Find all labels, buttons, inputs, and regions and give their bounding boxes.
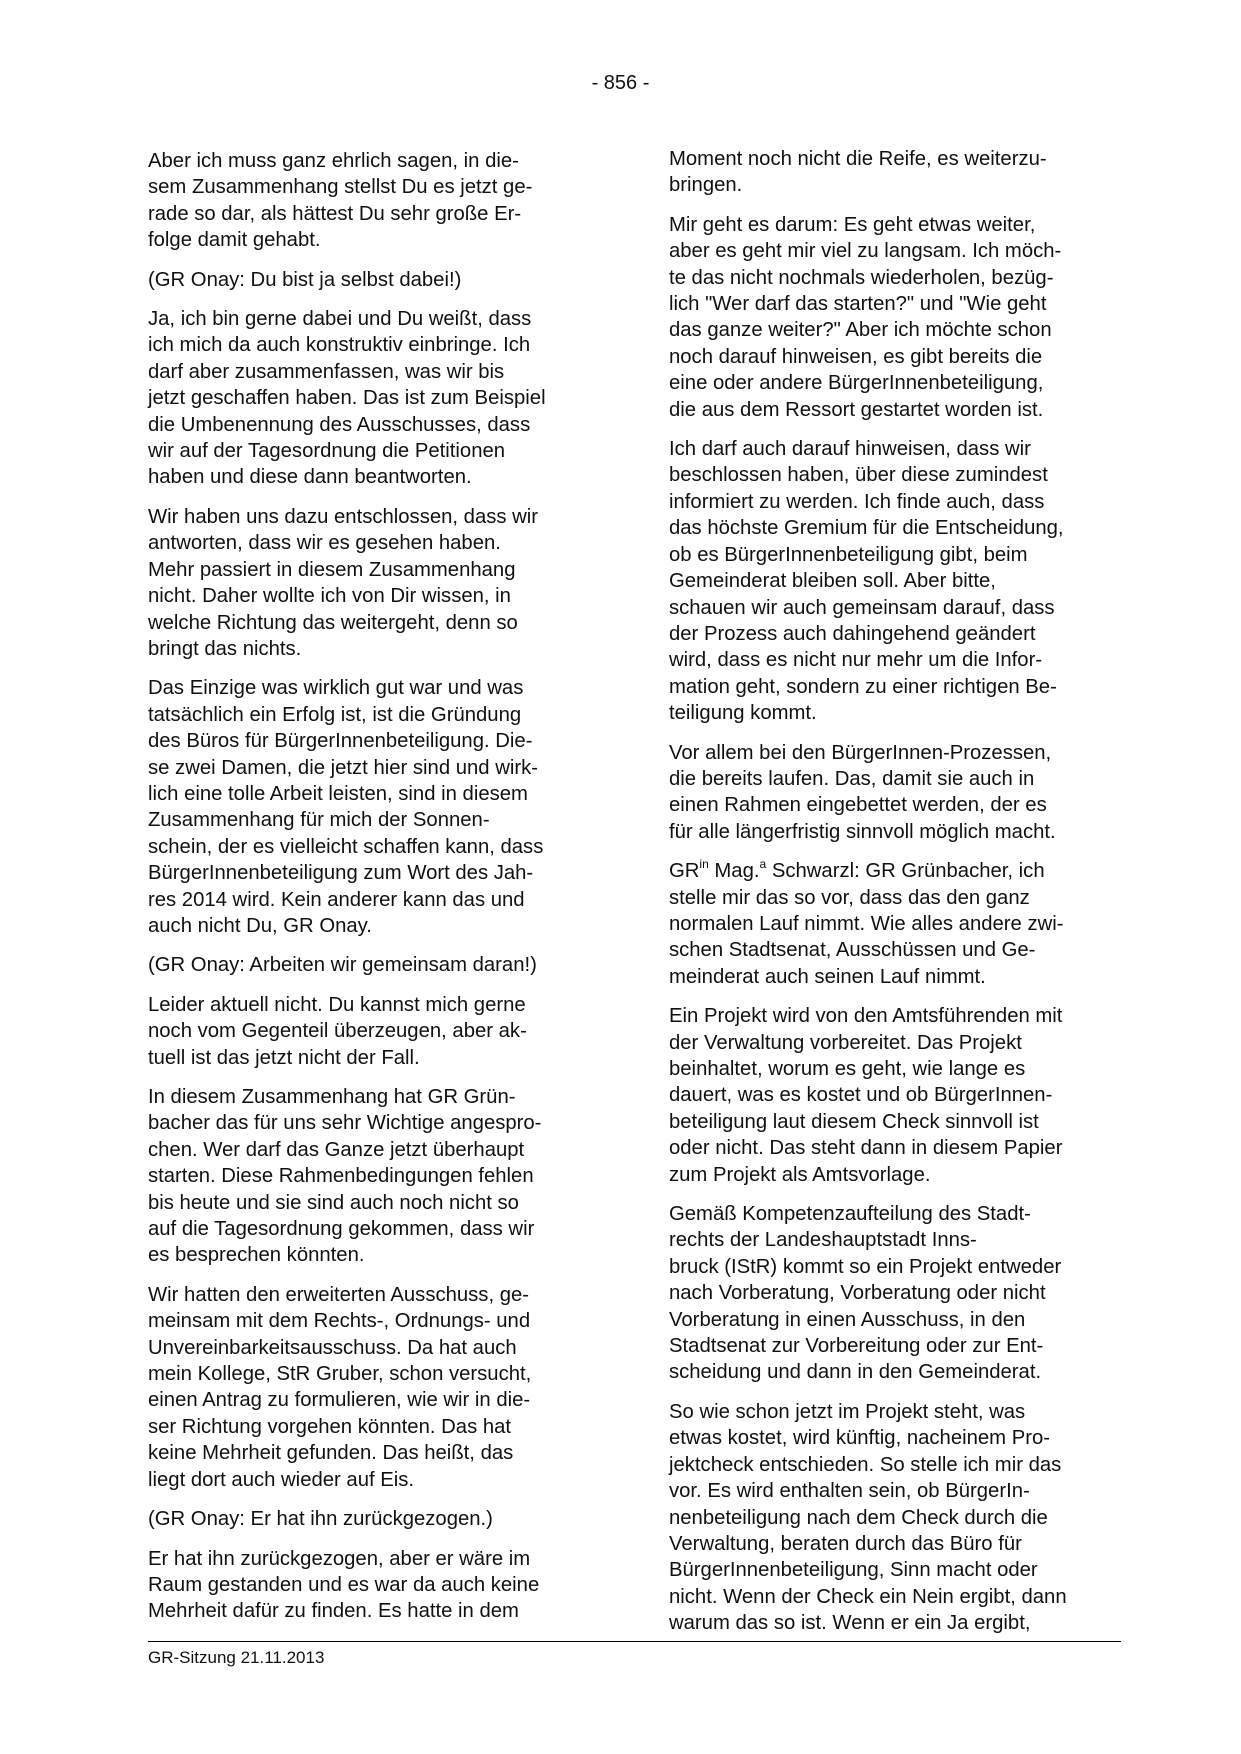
footer-divider [148, 1641, 1121, 1642]
paragraph: Aber ich muss ganz ehrlich sagen, in die- sem Zusammenhang stellst Du es jetzt ge- rade so dar, als hättest Du sehr große Er- folge damit gehabt. [148, 150, 533, 252]
speaker-degree-suffix: a [759, 857, 767, 872]
paragraph: Ein Projekt wird von den Amtsführenden mit der Verwaltung vorbereitet. Das Projekt beinhaltet, worum es geht, wie lange es dauert, was es kostet und ob BürgerInnen- beteiligung laut diesem Check sinnvoll ist oder nicht. Das steht dann in diesem Papier zum Projekt als Amtsvorlage. [669, 1005, 1063, 1186]
paragraph: Er hat ihn zurückgezogen, aber er wäre im Raum gestanden und es war da auch keine Mehrheit dafür zu finden. Es hatte in dem [148, 1547, 540, 1623]
paragraph: Wir hatten den erweiterten Ausschuss, ge- meinsam mit dem Rechts-, Ordnungs- und Unvereinbarkeitsausschuss. Da hat auch mein Kollege, StR Gruber, schon versucht, einen Antrag zu formulieren, wie wir in die- ser Richtung vorgehen könnten. Das hat keine Mehrheit gefunden. Das heißt, das liegt dort auch wieder auf Eis. [148, 1283, 532, 1491]
speaker-title: GR [669, 860, 700, 883]
paragraph: Ja, ich bin gerne dabei und Du weißt, dass ich mich da auch konstruktiv einbringe. Ich darf aber zusammenfassen, was wir bis jetzt geschaffen haben. Das ist zum Beispiel die Umbenennung des Ausschusses, dass wir auf der Tagesordnung die Petitionen haben und diese dann beantworten. [148, 308, 546, 489]
left-column [148, 148, 600, 1638]
paragraph: Ich darf auch darauf hinweisen, dass wir beschlossen haben, über diese zumindest informiert zu werden. Ich finde auch, dass das höchste Gremium für die Entscheidung, ob es BürgerInnenbeteiligung gibt, beim Gemeinderat bleiben soll. Aber bitte, schauen wir auch gemeinsam darauf, dass der Prozess auch dahingehend geändert wird, dass es nicht nur mehr um die Infor- mation geht, sondern zu einer richtigen Be- teiligung kommt. [669, 438, 1064, 725]
page-number: - 856 - [591, 72, 650, 94]
interjection: (GR Onay: Er hat ihn zurückgezogen.) [148, 1508, 493, 1531]
paragraph: Mir geht es darum: Es geht etwas weiter, aber es geht mir viel zu langsam. Ich möch- te das nicht nochmals wiederholen, bezüg- lich "Wer darf das starten?" und "Wie geht das ganze weiter?" Aber ich möchte schon noch darauf hinweisen, es gibt bereits die eine oder andere BürgerInnenbeteiligung, die aus dem Ressort gestartet worden ist. [669, 213, 1062, 421]
paragraph: Wir haben uns dazu entschlossen, dass wir antworten, dass wir es gesehen haben. Mehr passiert in diesem Zusammenhang nicht. Daher wollte ich von Dir wissen, in welche Richtung das weitergeht, denn so bringt das nichts. [148, 505, 539, 660]
speaker-title-suffix: in [699, 857, 709, 872]
paragraph: Das Einzige was wirklich gut war und was tatsächlich ein Erfolg ist, ist die Gründung des Büros für BürgerInnenbeteiligung. Die- se zwei Damen, die jetzt hier sind und wirk- lich eine tolle Arbeit leisten, sind in diesem Zusammenhang für mich der Sonnen- schein, der es vielleicht schaffen kann, dass BürgerInnenbeteiligung zum Wort des Jah- res 2014 wird. Kein anderer kann das und auch nicht Du, GR Onay. [148, 677, 544, 937]
footer-session-date: GR-Sitzung 21.11.2013 [148, 1648, 325, 1667]
paragraph: Leider aktuell nicht. Du kannst mich gerne noch vom Gegenteil überzeugen, aber ak- tuell ist das jetzt nicht der Fall. [148, 993, 527, 1069]
speaker-paragraph [669, 858, 1121, 990]
paragraph: So wie schon jetzt im Projekt steht, was etwas kostet, wird künftig, nacheinem Pro- jektcheck entschieden. So stelle ich mir das vor. Es wird enthalten sein, ob BürgerIn- nenbeteiligung nach dem Check durch die Verwaltung, beraten durch das Büro für BürgerInnenbeteiligung, Sinn macht oder nicht. Wenn der Check ein Nein ergibt, dann warum das so ist. Wenn er ein Ja ergibt, [669, 1400, 1067, 1635]
paragraph: In diesem Zusammenhang hat GR Grün- bacher das für uns sehr Wichtige angespro- chen. Wer darf das Ganze jetzt überhaupt starten. Diese Rahmenbedingungen fehlen bis heute und sie sind auch noch nicht so auf die Tagesordnung gekommen, dass wir es besprechen könnten. [148, 1086, 542, 1267]
paragraph: Vor allem bei den BürgerInnen-Prozessen, die bereits laufen. Das, damit sie auch in einen Rahmen eingebettet werden, der es für alle längerfristig sinnvoll möglich macht. [669, 741, 1056, 843]
interjection: (GR Onay: Du bist ja selbst dabei!) [148, 268, 462, 291]
speaker-degree: Mag. [708, 860, 760, 883]
interjection: (GR Onay: Arbeiten wir gemeinsam daran!) [148, 954, 537, 977]
right-column [669, 148, 1121, 1650]
paragraph: Gemäß Kompetenzaufteilung des Stadt- rechts der Landeshauptstadt Inns- bruck (IStR) kommt so ein Projekt entweder nach Vorberatung, Vorberatung oder nicht Vorberatung in einen Ausschuss, in den Stadtsenat zur Vorbereitung oder zur Ent- scheidung und dann in den Gemeinderat. [669, 1203, 1062, 1384]
speaker-text: Schwarzl: GR Grünbacher, ich stelle mir das so vor, dass das den ganz normalen Lauf nimmt. Wie alles andere zwi- schen Stadtsenat, Ausschüssen und Ge- meinderat auch seinen Lauf nimmt. [669, 860, 1064, 988]
paragraph: Moment noch nicht die Reife, es weiterzu- bringen. [669, 148, 1047, 197]
